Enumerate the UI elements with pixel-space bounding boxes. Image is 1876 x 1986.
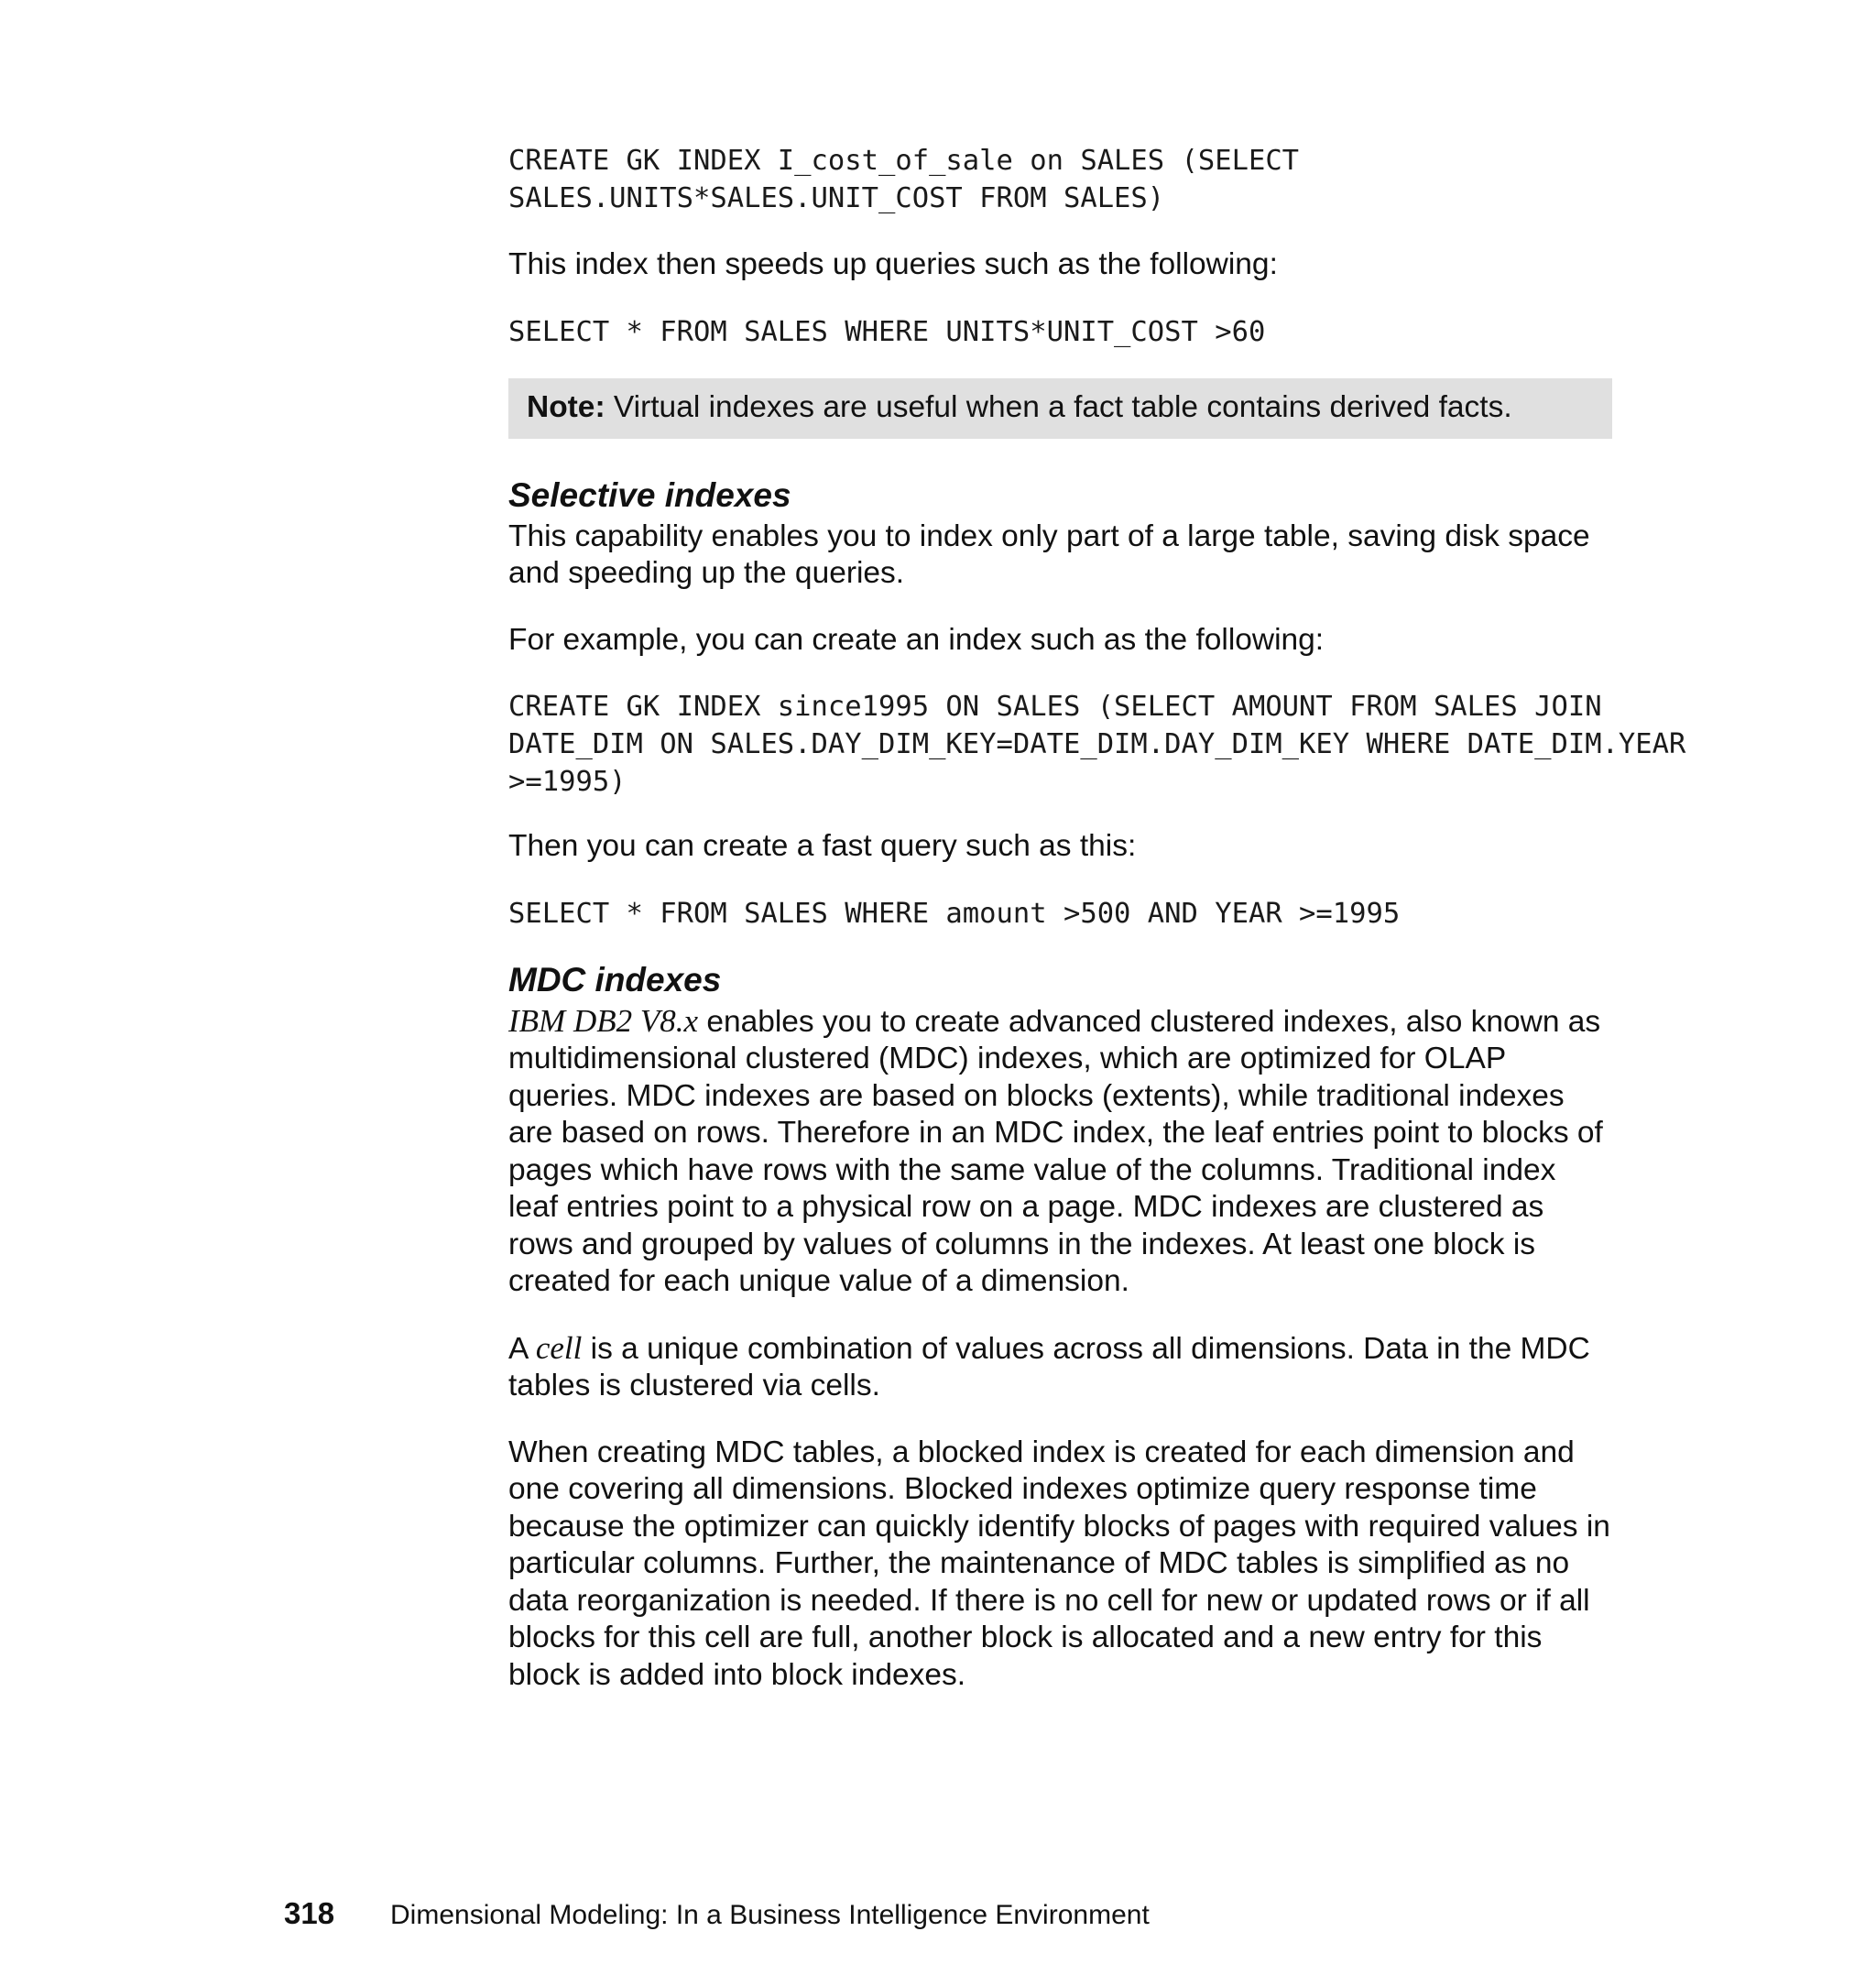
book-title: Dimensional Modeling: In a Business Intelligence Environment (390, 1900, 1150, 1930)
paragraph-index-speeds-up: This index then speeds up queries such as the following: (508, 247, 1278, 281)
paragraph-fast-query: Then you can create a fast query such as this: (508, 829, 1137, 863)
heading-mdc-indexes: MDC indexes (508, 960, 722, 998)
page-footer (284, 1896, 1150, 1931)
code-block-create-index-cost-of-sale: CREATE GK INDEX I_cost_of_sale on SALES (SELECT SALES.UNITS*SALES.UNIT_COST FROM SALES) (508, 145, 1300, 214)
code-block-select-amount-year: SELECT * FROM SALES WHERE amount >500 AND YEAR >=1995 (508, 897, 1401, 930)
note-label: Note: (527, 389, 605, 424)
paragraph-selective-capability: This capability enables you to index only part of a large table, saving disk space and speeding up the queries. (508, 518, 1590, 590)
cell-definition-prefix: A (508, 1331, 536, 1366)
cell-term-emphasis: cell (535, 1329, 583, 1366)
heading-selective-indexes: Selective indexes (508, 475, 791, 514)
paragraph-selective-example: For example, you can create an index such as the following: (508, 622, 1325, 657)
page-number: 318 (284, 1896, 335, 1930)
product-name-emphasis: IBM DB2 V8.x (508, 1002, 699, 1039)
note-text: Virtual indexes are useful when a fact table contains derived facts. (605, 389, 1512, 424)
cell-definition-text: is a unique combination of values across all dimensions. Data in the MDC tables is clustered via cells. (508, 1331, 1590, 1402)
paragraph-mdc-intro-text: enables you to create advanced clustered indexes, also known as multidimensional clustered (MDC) indexes, which are optimized for OLAP queries. MDC indexes are based on blocks (extents), while traditional indexes are based on rows. Therefore in an MDC index, the leaf entries point to blocks of pages which have rows with the same value of the columns. Traditional index leaf entries point to a physical row on a page. MDC indexes are clustered as rows and grouped by values of columns in the indexes. At least one block is created for each unique value of a dimension. (508, 1004, 1603, 1298)
code-block-create-index-since1995: CREATE GK INDEX since1995 ON SALES (SELECT AMOUNT FROM SALES JOIN DATE_DIM ON SALES.DAY_DIM_KEY=DATE_DIM.DAY_DIM_KEY WHERE DATE_DIM.YEAR >=1995) (508, 691, 1686, 798)
paragraph-cell-definition (508, 1330, 1612, 1405)
paragraph-mdc-tables: When creating MDC tables, a blocked index is created for each dimension and one covering all dimensions. Blocked indexes optimize query response time because the optimizer can quickly identify blocks of pages with required values in particular columns. Further, the maintenance of MDC tables is simplified as no data reorganization is needed. If there is no cell for new or updated rows or if all blocks for this cell are full, another block is allocated and a new entry for this block is added into block indexes. (508, 1435, 1610, 1692)
paragraph-mdc-intro (508, 1003, 1612, 1301)
page-content (508, 142, 1686, 1694)
note-box (508, 378, 1612, 439)
code-block-select-units-cost: SELECT * FROM SALES WHERE UNITS*UNIT_COST >60 (508, 315, 1266, 348)
